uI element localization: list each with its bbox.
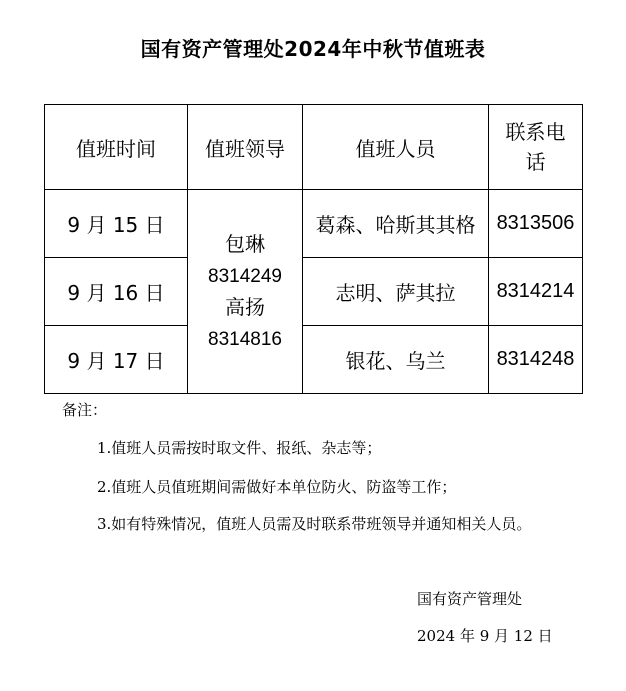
header-duty-staff: 值班人员 <box>303 105 489 190</box>
row-phone: 8313506 <box>489 190 583 258</box>
signature-org: 国有资产管理处 <box>417 590 523 608</box>
leader-phone: 8314249 <box>208 265 282 287</box>
row-staff: 葛森、哈斯其其格 <box>303 190 489 258</box>
header-duty-time: 值班时间 <box>45 105 188 190</box>
note-item: 3.如有特殊情况，值班人员需及时联系带班领导并通知相关人员。 <box>97 515 532 533</box>
row-date: 9 月 17 日 <box>45 326 188 394</box>
note-item: 1.值班人员需按时取文件、报纸、杂志等； <box>97 439 382 457</box>
leader-cell <box>188 190 303 394</box>
notes-label: 备注： <box>62 401 108 419</box>
table-row <box>45 258 583 326</box>
leader-name: 包琳 <box>225 231 265 256</box>
header-duty-leader: 值班领导 <box>188 105 303 190</box>
row-staff: 银花、乌兰 <box>303 326 489 394</box>
table-header-row <box>45 105 583 190</box>
header-contact-phone-line1: 联系电 <box>505 120 566 144</box>
leader-name: 高扬 <box>225 294 265 319</box>
row-phone: 8314214 <box>489 258 583 326</box>
row-staff: 志明、萨其拉 <box>303 258 489 326</box>
leader-phone: 8314816 <box>208 328 282 350</box>
row-phone: 8314248 <box>489 326 583 394</box>
header-contact-phone-line2: 话 <box>525 150 546 174</box>
signature-date: 2024 年 9 月 12 日 <box>417 627 553 645</box>
duty-schedule-table <box>44 104 583 394</box>
document-title: 国有资产管理处2024年中秋节值班表 <box>140 37 486 61</box>
table-row <box>45 326 583 394</box>
table-row <box>45 190 583 258</box>
header-contact-phone <box>489 105 583 190</box>
row-date: 9 月 15 日 <box>45 190 188 258</box>
row-date: 9 月 16 日 <box>45 258 188 326</box>
note-item: 2.值班人员值班期间需做好本单位防火、防盗等工作； <box>97 478 457 496</box>
